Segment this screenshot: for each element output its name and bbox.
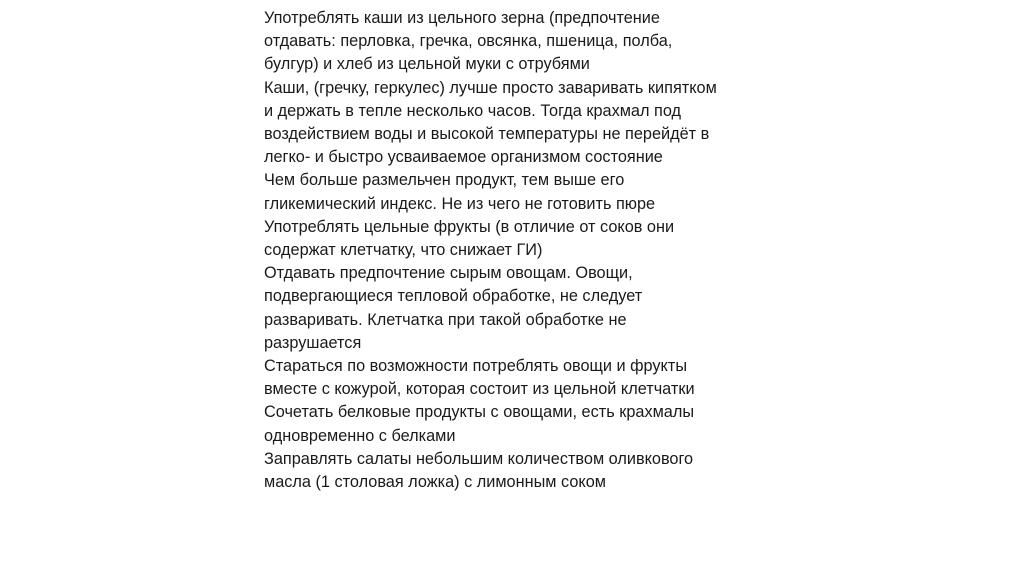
recommendations-text <box>264 7 764 494</box>
text-line: подвергающиеся тепловой обработке, не следует <box>264 287 643 306</box>
text-line: Сочетать белковые продукты с овощами, есть крахмалы <box>264 403 695 422</box>
text-line: Заправлять салаты небольшим количеством оливкового <box>264 449 694 468</box>
text-line: одновременно с белками <box>264 426 456 445</box>
text-line: булгур) и хлеб из цельной муки с отрубями <box>264 55 590 74</box>
text-line: вместе с кожурой, которая состоит из цельной клетчатки <box>264 380 695 399</box>
text-line: содержат клетчатку, что снижает ГИ) <box>264 241 543 260</box>
text-line: гликемический индекс. Не из чего не готовить пюре <box>264 194 656 213</box>
text-line: Стараться по возможности потреблять овощи и фрукты <box>264 357 688 376</box>
text-line: легко- и быстро усваиваемое организмом состояние <box>264 148 663 167</box>
text-line: Отдавать предпочтение сырым овощам. Овощи, <box>264 264 633 283</box>
text-line: и держать в тепле несколько часов. Тогда крахмал под <box>264 101 682 120</box>
text-line: Употреблять каши из цельного зерна (предпочтение <box>264 9 660 27</box>
text-line: Чем больше размельчен продукт, тем выше его <box>264 171 625 190</box>
text-line: воздействием воды и высокой температуры не перейдёт в <box>264 125 710 144</box>
text-line: разрушается <box>264 333 362 352</box>
text-line: Употреблять цельные фрукты (в отличие от соков они <box>264 217 675 236</box>
text-line: Каши, (гречку, геркулес) лучше просто заваривать кипятком <box>264 78 717 97</box>
text-line: разваривать. Клетчатка при такой обработке не <box>264 310 627 329</box>
text-line: масла (1 столовая ложка) с лимонным соком <box>264 473 606 492</box>
text-line: отдавать: перловка, гречка, овсянка, пшеница, полба, <box>264 32 673 51</box>
